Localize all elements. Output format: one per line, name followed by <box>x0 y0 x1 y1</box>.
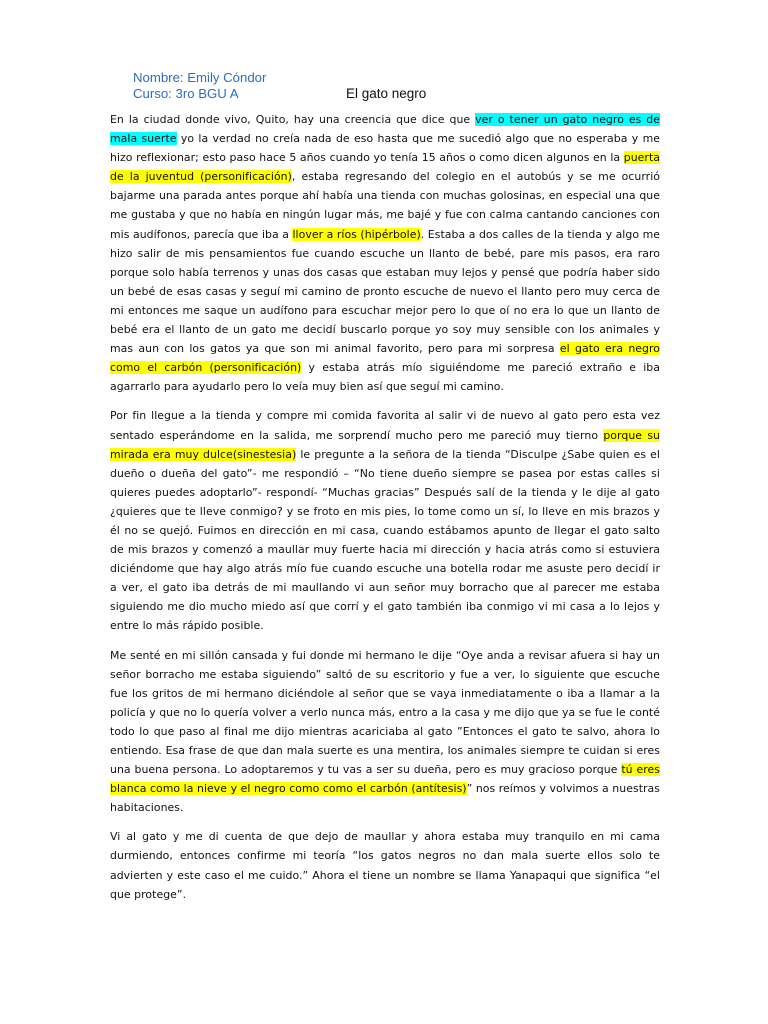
text-run: . Estaba a dos calles de la tienda y algo me hizo salir de mis pensamientos fue cuando escuche un llanto de bebé, pare mis pasos, era raro porque solo había terrenos y unas dos casas que estaban muy lejos y pensé que podría haber sido un bebé de esas casas y seguí mi camino de pronto escuche de nuevo el llanto pero muy cerca de mi entonces me saque un audífono para escuchar mejor pero lo que oí no era lo que un llanto de bebé era el llanto de un gato me decidí buscarlo porque yo soy muy sensible con los animales y mas aun con los gatos ya que son mi animal favorito, pero para mi sorpresa <box>110 227 660 356</box>
paragraph-1 <box>110 110 660 396</box>
highlighted-phrase: llover a ríos (hipérbole) <box>292 227 421 241</box>
text-run: Me senté en mi sillón cansada y fui donde mi hermano le dije “Oye anda a revisar afuera si hay un señor borracho me estaba siguiendo” saltó de su escritorio y fue a ver, lo siguiente que escuche fue los gritos de mi hermano diciéndole al señor que se vaya inmediatamente o iba a llamar a la policía y que no lo quería volver a verlo nunca más, entro a la casa y me dijo que ya se fue le conté todo lo que paso al final me dijo mientras acariciaba al gato ”Entonces el gato te salvo, ahora lo entiendo. Esa frase de que dan mala suerte es una mentira, los animales siempre te cuidan si eres una buena persona. Lo adoptaremos y tu vas a ser su dueña, pero es muy gracioso porque <box>110 648 660 777</box>
paragraph-3 <box>110 646 660 818</box>
highlighted-phrase: tú eres blanca como la nieve y el negro como como el carbón (antítesis) <box>110 763 661 796</box>
text-run: Vi al gato y me di cuenta de que dejo de maullar y ahora estaba muy tranquilo en mi cama durmiendo, entonces confirme mi teoría “los gatos negros no dan mala suerte ellos solo te advierten y este caso el me cuido.” Ahora el tiene un nombre se llama Yanapaqui que significa “el que protege”. <box>110 830 660 901</box>
highlighted-phrase: el gato era negro como el carbón (personificación) <box>110 342 661 375</box>
text-run: Por fin llegue a la tienda y compre mi comida favorita al salir vi de nuevo al gato pero esta vez sentado esperándome en la salida, me sorprendí mucho pero me pareció muy tierno <box>110 409 660 442</box>
essay-body <box>110 110 660 914</box>
text-run: yo la verdad no creía nada de eso hasta que me sucedió algo que no esperaba y me hizo reflexionar; esto paso hace 5 años cuando yo tenía 15 años o como dicen algunos en la <box>110 132 661 165</box>
essay-title: El gato negro <box>346 86 427 101</box>
student-name: Nombre: Emily Cóndor <box>133 70 267 85</box>
paragraph-4 <box>110 827 660 903</box>
paragraph-2 <box>110 406 660 635</box>
highlighted-phrase: puerta de la juventud (personificación) <box>110 151 660 184</box>
student-course: Curso: 3ro BGU A <box>133 86 239 101</box>
highlighted-phrase: ver o tener un gato negro es de mala suerte <box>110 113 660 146</box>
student-info <box>133 70 266 102</box>
text-run: En la ciudad donde vivo, Quito, hay una creencia que dice que <box>110 113 476 126</box>
highlighted-phrase: porque su mirada era muy dulce(sinestesia) <box>110 428 660 461</box>
text-run: y estaba atrás mío siguiéndome me pareció extraño e iba agarrarlo para ayudarlo pero lo veía muy bien así que seguí mi camino. <box>110 361 660 394</box>
text-run: le pregunte a la señora de la tienda “Disculpe ¿Sabe quien es el dueño o dueña del gato”- me respondió – “No tiene dueño siempre se pasea por estas calles si quieres puedes adoptarlo”- respondí- “Muchas gracias” Después salí de la tienda y le dije al gato ¿quieres que te lleve conmigo? y se froto en mis pies, lo tome como un sí, lo lleve en mis brazos y él no se quejó. Fuimos en dirección en mi casa, cuando estábamos apunto de llegar el gato salto de mis brazos y comenzó a maullar muy fuerte hacia mi dirección y hacia atrás como si estuviera diciéndome que hay algo atrás mío fue cuando escuche una botella rodar me asuste pero decidí ir a ver, el gato iba detrás de mi maullando vi aun señor muy borracho que al parecer me estaba siguiendo me dio mucho miedo así que corrí y el gato también iba conmigo vi mi casa a lo lejos y entre lo más rápido posible. <box>110 447 660 633</box>
text-run: ” nos reímos y volvimos a nuestras habitaciones. <box>110 782 660 815</box>
text-run: , estaba regresando del colegio en el autobús y se me ocurrió bajarme una parada antes porque ahí había una tienda con muchas golosinas, en especial una que me gustaba y que no había en ningún lugar más, me bajé y fue con calma cantando canciones con mis audífonos, parecía que iba a <box>110 170 660 241</box>
